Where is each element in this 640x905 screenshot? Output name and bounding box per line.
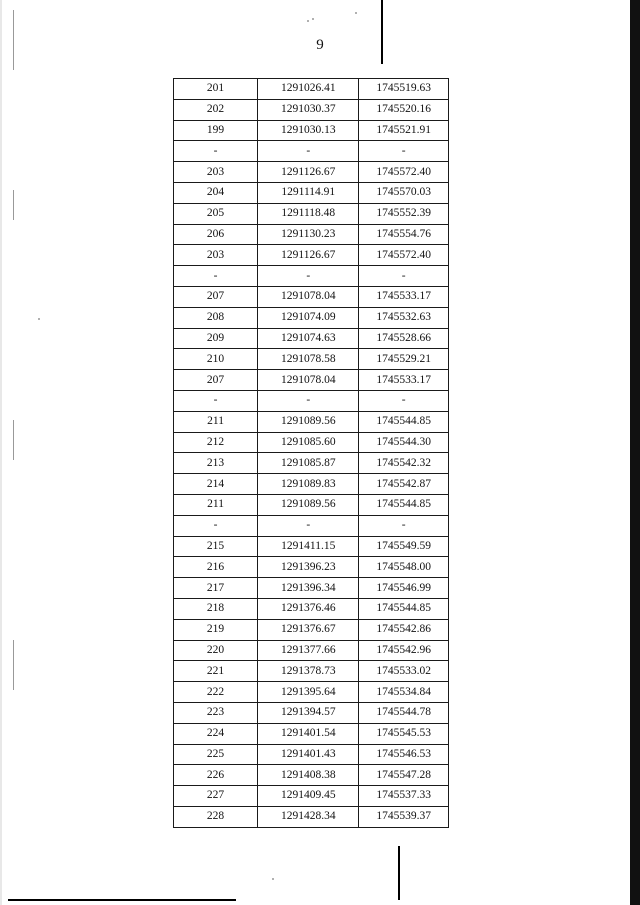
point-number-cell: 206 — [174, 224, 258, 245]
point-number-cell: 217 — [174, 578, 258, 599]
x-coordinate-cell: 1291401.54 — [258, 723, 359, 744]
y-coordinate-cell: 1745552.39 — [359, 203, 449, 224]
y-coordinate-cell: 1745545.53 — [359, 723, 449, 744]
y-coordinate-cell: 1745533.02 — [359, 661, 449, 682]
table-row — [174, 79, 449, 100]
point-number-cell: 199 — [174, 120, 258, 141]
x-coordinate-cell: - — [258, 141, 359, 162]
table-row — [174, 661, 449, 682]
x-coordinate-cell: 1291396.23 — [258, 557, 359, 578]
table-row — [174, 578, 449, 599]
scan-speck — [38, 318, 40, 320]
table-row — [174, 224, 449, 245]
point-number-cell: 209 — [174, 328, 258, 349]
table-row — [174, 723, 449, 744]
x-coordinate-cell: 1291378.73 — [258, 661, 359, 682]
table-row — [174, 390, 449, 411]
point-number-cell: 222 — [174, 682, 258, 703]
y-coordinate-cell: 1745549.59 — [359, 536, 449, 557]
table-row — [174, 245, 449, 266]
x-coordinate-cell: 1291085.60 — [258, 432, 359, 453]
x-coordinate-cell: 1291411.15 — [258, 536, 359, 557]
coordinates-table — [173, 78, 449, 828]
x-coordinate-cell: 1291089.83 — [258, 474, 359, 495]
scan-bottom-rule — [8, 899, 236, 901]
point-number-cell: 202 — [174, 99, 258, 120]
y-coordinate-cell: 1745548.00 — [359, 557, 449, 578]
point-number-cell: 228 — [174, 806, 258, 827]
x-coordinate-cell: 1291130.23 — [258, 224, 359, 245]
x-coordinate-cell: 1291377.66 — [258, 640, 359, 661]
y-coordinate-cell: 1745519.63 — [359, 79, 449, 100]
y-coordinate-cell: 1745546.99 — [359, 578, 449, 599]
y-coordinate-cell: 1745572.40 — [359, 162, 449, 183]
point-number-cell: 204 — [174, 182, 258, 203]
table-row — [174, 702, 449, 723]
point-number-cell: - — [174, 515, 258, 536]
point-number-cell: 225 — [174, 744, 258, 765]
y-coordinate-cell: 1745544.78 — [359, 702, 449, 723]
scan-speck — [355, 12, 357, 14]
y-coordinate-cell: 1745537.33 — [359, 786, 449, 807]
table-row — [174, 370, 449, 391]
point-number-cell: 211 — [174, 411, 258, 432]
y-coordinate-cell: 1745542.32 — [359, 453, 449, 474]
table-row — [174, 182, 449, 203]
x-coordinate-cell: 1291126.67 — [258, 245, 359, 266]
x-coordinate-cell: - — [258, 266, 359, 287]
point-number-cell: 223 — [174, 702, 258, 723]
x-coordinate-cell: 1291126.67 — [258, 162, 359, 183]
table-row — [174, 744, 449, 765]
x-coordinate-cell: 1291428.34 — [258, 806, 359, 827]
x-coordinate-cell: - — [258, 515, 359, 536]
x-coordinate-cell: 1291078.04 — [258, 370, 359, 391]
y-coordinate-cell: 1745532.63 — [359, 307, 449, 328]
y-coordinate-cell: 1745547.28 — [359, 765, 449, 786]
table-row — [174, 286, 449, 307]
table-row — [174, 682, 449, 703]
x-coordinate-cell: - — [258, 390, 359, 411]
table-row — [174, 203, 449, 224]
table-row — [174, 494, 449, 515]
x-coordinate-cell: 1291078.04 — [258, 286, 359, 307]
coordinates-table-container — [173, 78, 449, 828]
table-row — [174, 515, 449, 536]
point-number-cell: 201 — [174, 79, 258, 100]
table-row — [174, 557, 449, 578]
table-row — [174, 598, 449, 619]
y-coordinate-cell: 1745542.96 — [359, 640, 449, 661]
table-row — [174, 328, 449, 349]
y-coordinate-cell: 1745572.40 — [359, 245, 449, 266]
x-coordinate-cell: 1291118.48 — [258, 203, 359, 224]
y-coordinate-cell: - — [359, 266, 449, 287]
table-row — [174, 266, 449, 287]
y-coordinate-cell: - — [359, 515, 449, 536]
y-coordinate-cell: 1745521.91 — [359, 120, 449, 141]
x-coordinate-cell: 1291114.91 — [258, 182, 359, 203]
y-coordinate-cell: 1745533.17 — [359, 370, 449, 391]
x-coordinate-cell: 1291074.09 — [258, 307, 359, 328]
x-coordinate-cell: 1291030.13 — [258, 120, 359, 141]
x-coordinate-cell: 1291395.64 — [258, 682, 359, 703]
y-coordinate-cell: 1745539.37 — [359, 806, 449, 827]
scan-mark — [13, 190, 14, 220]
point-number-cell: 205 — [174, 203, 258, 224]
point-number-cell: 207 — [174, 370, 258, 391]
x-coordinate-cell: 1291409.45 — [258, 786, 359, 807]
x-coordinate-cell: 1291074.63 — [258, 328, 359, 349]
x-coordinate-cell: 1291396.34 — [258, 578, 359, 599]
table-row — [174, 786, 449, 807]
table-row — [174, 474, 449, 495]
table-row — [174, 806, 449, 827]
x-coordinate-cell: 1291026.41 — [258, 79, 359, 100]
point-number-cell: 216 — [174, 557, 258, 578]
scan-left-edge — [0, 0, 2, 905]
y-coordinate-cell: 1745520.16 — [359, 99, 449, 120]
point-number-cell: 203 — [174, 162, 258, 183]
point-number-cell: 224 — [174, 723, 258, 744]
table-row — [174, 99, 449, 120]
table-row — [174, 619, 449, 640]
x-coordinate-cell: 1291394.57 — [258, 702, 359, 723]
point-number-cell: 219 — [174, 619, 258, 640]
x-coordinate-cell: 1291376.67 — [258, 619, 359, 640]
table-row — [174, 141, 449, 162]
scan-speck — [312, 18, 314, 20]
point-number-cell: 221 — [174, 661, 258, 682]
y-coordinate-cell: 1745542.87 — [359, 474, 449, 495]
point-number-cell: 208 — [174, 307, 258, 328]
y-coordinate-cell: 1745529.21 — [359, 349, 449, 370]
scan-bottom-rule-vertical — [398, 846, 400, 900]
y-coordinate-cell: 1745534.84 — [359, 682, 449, 703]
table-row — [174, 411, 449, 432]
point-number-cell: - — [174, 266, 258, 287]
table-row — [174, 536, 449, 557]
table-row — [174, 162, 449, 183]
coordinates-table-body — [174, 79, 449, 828]
y-coordinate-cell: 1745533.17 — [359, 286, 449, 307]
y-coordinate-cell: 1745544.85 — [359, 411, 449, 432]
table-row — [174, 432, 449, 453]
table-row — [174, 765, 449, 786]
x-coordinate-cell: 1291408.38 — [258, 765, 359, 786]
x-coordinate-cell: 1291401.43 — [258, 744, 359, 765]
y-coordinate-cell: 1745554.76 — [359, 224, 449, 245]
y-coordinate-cell: - — [359, 390, 449, 411]
x-coordinate-cell: 1291078.58 — [258, 349, 359, 370]
y-coordinate-cell: 1745570.03 — [359, 182, 449, 203]
point-number-cell: 218 — [174, 598, 258, 619]
x-coordinate-cell: 1291376.46 — [258, 598, 359, 619]
point-number-cell: 211 — [174, 494, 258, 515]
point-number-cell: 220 — [174, 640, 258, 661]
scan-mark — [13, 420, 14, 460]
table-row — [174, 120, 449, 141]
scan-top-rule — [381, 0, 383, 64]
y-coordinate-cell: - — [359, 141, 449, 162]
y-coordinate-cell: 1745528.66 — [359, 328, 449, 349]
x-coordinate-cell: 1291089.56 — [258, 494, 359, 515]
table-row — [174, 453, 449, 474]
y-coordinate-cell: 1745544.85 — [359, 494, 449, 515]
point-number-cell: - — [174, 390, 258, 411]
scan-speck — [307, 20, 309, 22]
scan-speck — [272, 878, 274, 880]
table-row — [174, 640, 449, 661]
x-coordinate-cell: 1291030.37 — [258, 99, 359, 120]
point-number-cell: 214 — [174, 474, 258, 495]
point-number-cell: 210 — [174, 349, 258, 370]
page-number: 9 — [316, 37, 324, 53]
point-number-cell: 203 — [174, 245, 258, 266]
y-coordinate-cell: 1745544.30 — [359, 432, 449, 453]
point-number-cell: 227 — [174, 786, 258, 807]
point-number-cell: 215 — [174, 536, 258, 557]
point-number-cell: 207 — [174, 286, 258, 307]
point-number-cell: 213 — [174, 453, 258, 474]
x-coordinate-cell: 1291085.87 — [258, 453, 359, 474]
y-coordinate-cell: 1745542.86 — [359, 619, 449, 640]
y-coordinate-cell: 1745544.85 — [359, 598, 449, 619]
point-number-cell: - — [174, 141, 258, 162]
scan-mark — [13, 640, 14, 690]
table-row — [174, 349, 449, 370]
x-coordinate-cell: 1291089.56 — [258, 411, 359, 432]
point-number-cell: 212 — [174, 432, 258, 453]
scan-right-edge — [630, 0, 640, 905]
table-row — [174, 307, 449, 328]
point-number-cell: 226 — [174, 765, 258, 786]
y-coordinate-cell: 1745546.53 — [359, 744, 449, 765]
